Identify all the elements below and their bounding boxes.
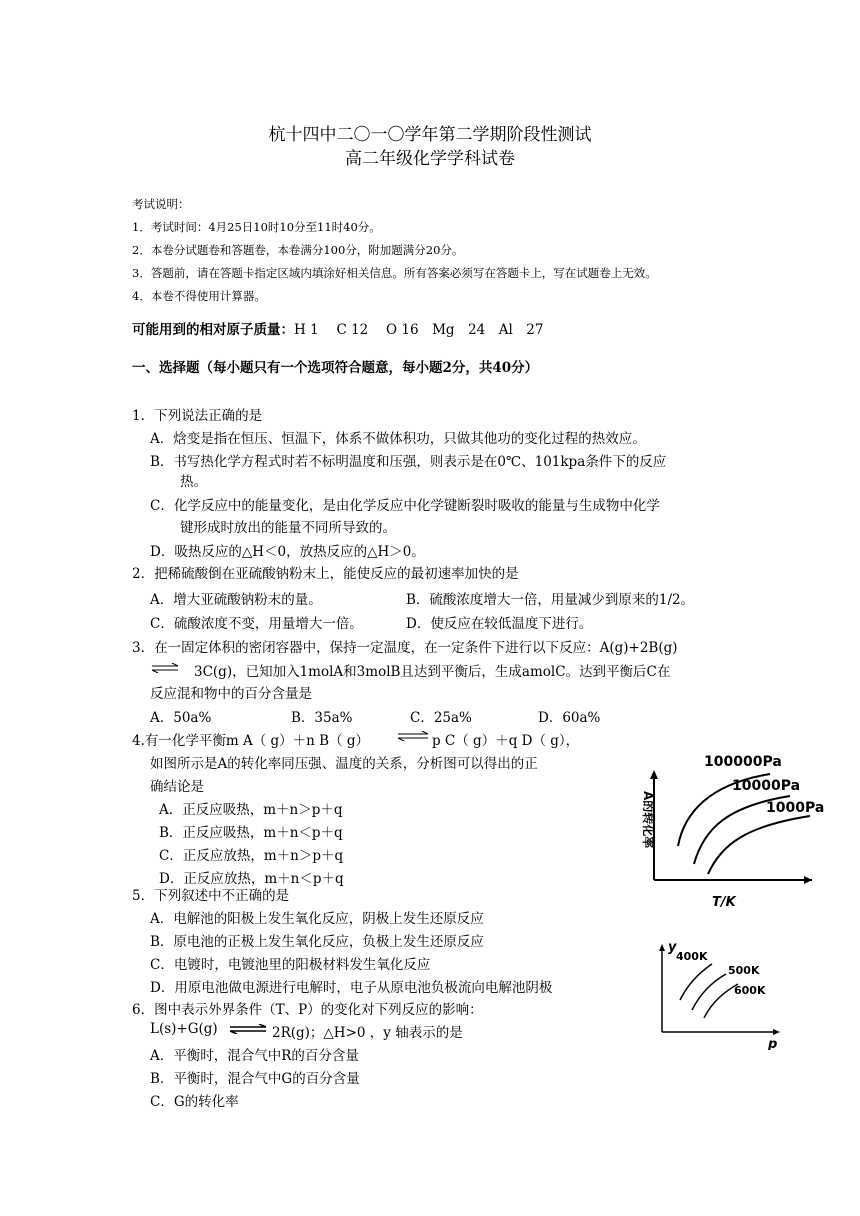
- question-3-option-b: B．35a%: [291, 710, 353, 726]
- curve-400k: [680, 964, 712, 1000]
- atomic-mass-values: H 1 C 12 O 16 Mg 24 Al 27: [294, 322, 544, 338]
- equilibrium-arrow-icon: [396, 731, 430, 741]
- atomic-mass-line: [132, 318, 543, 338]
- question-4-stem: 4.有一化学平衡m A（ g）＋n B（ g）: [132, 733, 369, 749]
- question-1-option-b: B．书写热化学方程式时若不标明温度和压强，则表示是在0℃、101kpa条件下的反应: [150, 454, 667, 470]
- question-2-option-c: C．硫酸浓度不变，用量增大一倍。: [150, 616, 363, 632]
- curve-label: 600K: [734, 984, 766, 997]
- y-vs-pressure-graph: [650, 936, 790, 1050]
- instruction-item: 1．考试时间：4月25日10时10分至11时40分。: [132, 220, 381, 234]
- x-axis-arrow-icon: [773, 1029, 780, 1035]
- question-5-stem: 5．下列叙述中不正确的是: [132, 888, 290, 904]
- instructions-heading: 考试说明：: [132, 197, 190, 211]
- question-5-option-b: B．原电池的正极上发生氧化反应，负极上发生还原反应: [150, 934, 484, 950]
- question-6-option-b: B．平衡时，混合气中G的百分含量: [150, 1071, 360, 1087]
- curve-label: 10000Pa: [732, 778, 801, 794]
- question-2-option-d: D．使反应在较低温度下进行。: [406, 616, 593, 632]
- question-4-stem-products: p C（ g）＋q D（ g），: [432, 733, 580, 749]
- x-axis-arrow-icon: [804, 876, 812, 884]
- atomic-mass-label: 可能用到的相对原子质量：: [132, 322, 294, 338]
- question-3-stem-cont2: 反应混和物中的百分含量是: [150, 686, 312, 702]
- question-1-option-b-cont: 热。: [180, 474, 207, 490]
- question-1-stem: 1．下列说法正确的是: [132, 408, 263, 424]
- question-2-stem: 2．把稀硫酸倒在亚硫酸钠粉末上，能使反应的最初速率加快的是: [132, 566, 519, 582]
- equilibrium-arrow-icon: [150, 663, 180, 673]
- instruction-item: 4．本卷不得使用计算器。: [132, 289, 266, 303]
- y-axis-label: A的转化率: [641, 791, 655, 849]
- equilibrium-arrow-icon: [228, 1024, 268, 1034]
- curve-label: 500K: [728, 964, 760, 977]
- question-5-option-c: C．电镀时，电镀池里的阳极材料发生氧化反应: [150, 957, 431, 973]
- curve-600k: [704, 984, 738, 1018]
- question-4-option-b: B．正反应吸热，m＋n＜p＋q: [159, 825, 343, 841]
- exam-subtitle: 高二年级化学学科试卷: [345, 149, 515, 169]
- question-1-option-d: D．吸热反应的△H＜0，放热反应的△H＞0。: [150, 544, 425, 560]
- y-axis-arrow-icon: [659, 944, 665, 951]
- question-3-option-a: A．50a%: [150, 710, 212, 726]
- question-1-option-c: C．化学反应中的能量变化，是由化学反应中化学键断裂时吸收的能量与生成物中化学: [150, 498, 660, 514]
- exam-title: 杭十四中二〇一〇学年第二学期阶段性测试: [268, 125, 592, 145]
- curve-1000pa: [708, 816, 810, 874]
- conversion-vs-temperature-graph: [620, 746, 825, 911]
- instruction-item: 2．本卷分试题卷和答题卷，本卷满分100分，附加题满分20分。: [132, 243, 464, 257]
- question-1-option-c-cont: 键形成时放出的能量不同所导致的。: [180, 520, 396, 536]
- question-1-option-a: A．焓变是指在恒压、恒温下，体系不做体积功，只做其他功的变化过程的热效应。: [150, 431, 646, 447]
- question-5-option-d: D．用原电池做电源进行电解时，电子从原电池负极流向电解池阴极: [150, 980, 553, 996]
- question-4-option-d: D．正反应放热，m＋n＜p＋q: [159, 871, 344, 887]
- question-4-stem-cont: 如图所示是A的转化率同压强、温度的关系，分析图可以得出的正: [150, 756, 538, 772]
- section-heading: 一、选择题（每小题只有一个选项符合题意，每小题2分，共40分）: [132, 360, 539, 376]
- question-6-equation-left: L(s)+G(g): [150, 1021, 218, 1037]
- curve-label: 1000Pa: [766, 800, 825, 816]
- curve-label: 100000Pa: [704, 754, 782, 770]
- question-4-option-c: C．正反应放热，m＋n＞p＋q: [159, 848, 344, 864]
- instruction-item: 3．答题前，请在答题卡指定区域内填涂好相关信息。所有答案必须写在答题卡上，写在试题卷上无效。: [132, 266, 657, 280]
- question-5-option-a: A．电解池的阳极上发生氧化反应，阴极上发生还原反应: [150, 911, 484, 927]
- curve-500k: [692, 974, 726, 1010]
- question-3-stem: 3．在一固定体积的密闭容器中，保持一定温度，在一定条件下进行以下反应：A(g)+2B(g): [132, 640, 678, 656]
- x-axis-label: T/K: [712, 895, 736, 910]
- y-axis-label: y: [668, 940, 677, 955]
- question-3-option-d: D．60a%: [538, 710, 601, 726]
- y-axis-arrow-icon: [650, 770, 658, 779]
- question-6-option-c: C．G的转化率: [150, 1094, 239, 1110]
- curve-label: 400K: [676, 950, 708, 963]
- question-2-option-b: B．硫酸浓度增大一倍，用量减少到原来的1/2。: [406, 592, 695, 608]
- question-6-stem: 6．图中表示外界条件（T、P）的变化对下列反应的影响：: [132, 1002, 483, 1018]
- question-3-option-c: C．25a%: [410, 710, 472, 726]
- question-4-stem-cont2: 确结论是: [150, 779, 204, 795]
- question-4-option-a: A．正反应吸热，m＋n＞p＋q: [159, 802, 343, 818]
- question-6-equation-right: 2R(g)；△H>0 ，y 轴表示的是: [272, 1025, 463, 1041]
- question-2-option-a: A．增大亚硫酸钠粉末的量。: [150, 592, 322, 608]
- question-3-stem-cont: 3C(g)，已知加入1molA和3molB且达到平衡后，生成amolC。达到平衡后C在: [194, 664, 671, 680]
- x-axis-label: p: [768, 1037, 778, 1050]
- question-6-option-a: A．平衡时，混合气中R的百分含量: [150, 1048, 359, 1064]
